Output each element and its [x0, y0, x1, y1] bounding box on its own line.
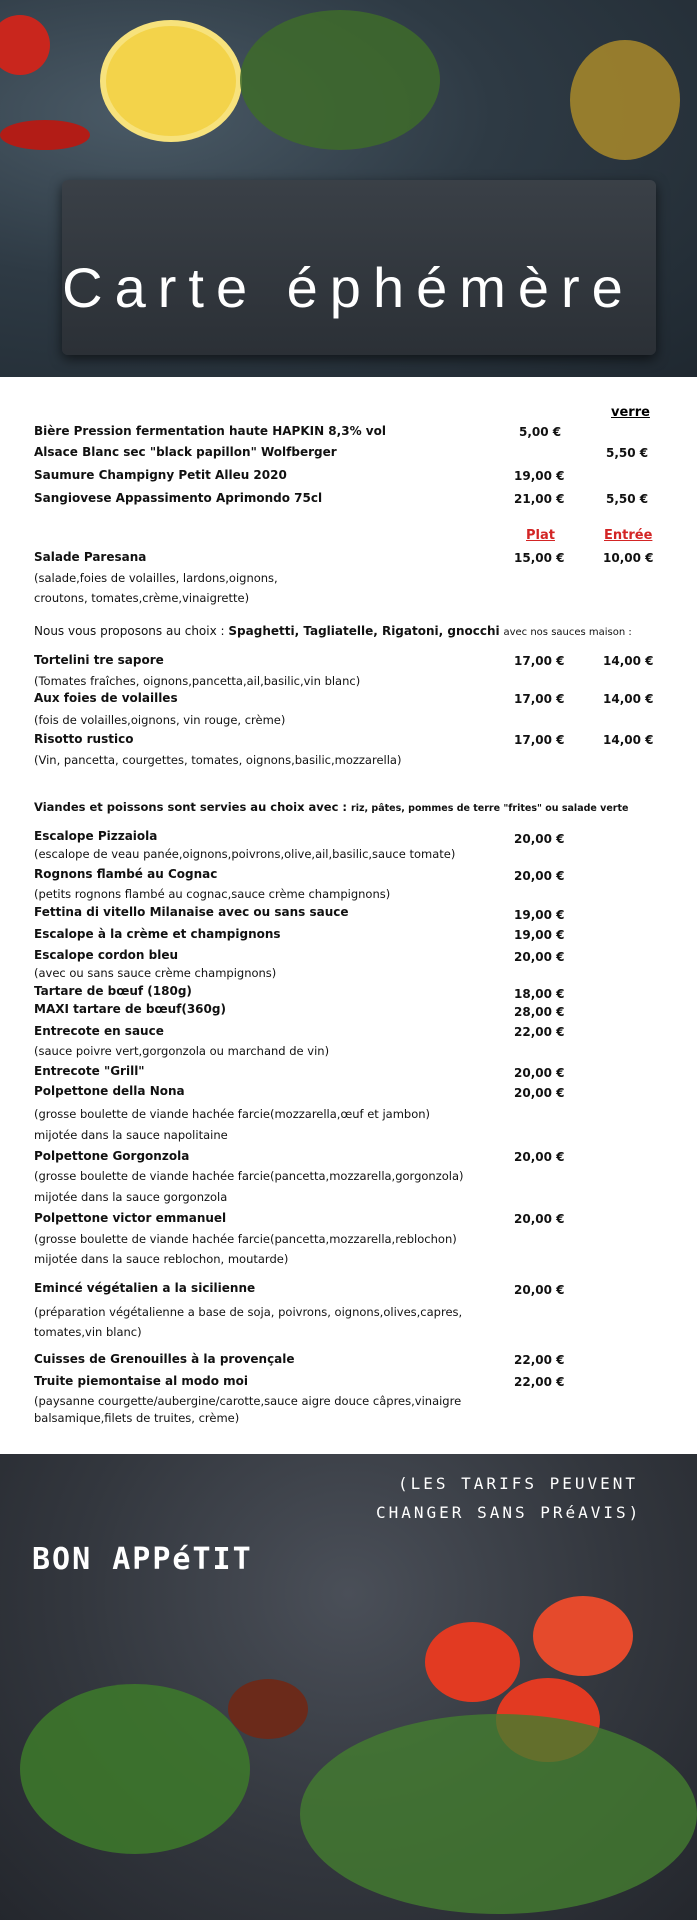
- main-price: 20,00 €: [514, 869, 565, 883]
- pasta-entree-price: 14,00 €: [603, 692, 654, 706]
- main-desc: (grosse boulette de viande hachée farcie(pancetta,mozzarella,reblochon): [34, 1232, 457, 1246]
- drink-name: Bière Pression fermentation haute HAPKIN 8,3% vol: [34, 424, 386, 438]
- main-name: Polpettone Gorgonzola: [34, 1149, 190, 1163]
- main-name: Escalope cordon bleu: [34, 948, 179, 962]
- main-price: 20,00 €: [514, 1086, 565, 1100]
- main-name: Truite piemontaise al modo moi: [34, 1374, 249, 1388]
- main-name: Polpettone victor emmanuel: [34, 1211, 227, 1225]
- pasta-choices: Spaghetti, Tagliatelle, Rigatoni, gnocchi: [228, 624, 500, 638]
- main-price: 22,00 €: [514, 1375, 565, 1389]
- main-name: Emincé végétalien a la sicilienne: [34, 1281, 256, 1295]
- tomato-decoration: [0, 15, 50, 75]
- footer-banner: [0, 1454, 697, 1920]
- main-price: 20,00 €: [514, 1283, 565, 1297]
- main-name: Entrecote en sauce: [34, 1024, 164, 1038]
- pasta-entree-price: 14,00 €: [603, 654, 654, 668]
- main-name: Escalope à la crème et champignons: [34, 927, 281, 941]
- salad-desc: croutons, tomates,crème,vinaigrette): [34, 591, 250, 605]
- star-anise-decoration: [228, 1679, 308, 1739]
- main-name: Tartare de bœuf (180g): [34, 984, 192, 998]
- menu-body: [0, 377, 697, 1454]
- pasta-name: Risotto rustico: [34, 732, 134, 746]
- main-desc: balsamique,filets de truites, crème): [34, 1411, 240, 1425]
- oil-bowl-decoration: [570, 40, 680, 160]
- drink-glass-price: 5,50 €: [606, 492, 649, 506]
- price-notice: CHANGER SANS PRéAVIS): [376, 1503, 642, 1522]
- main-price: 20,00 €: [514, 1066, 565, 1080]
- main-desc: (escalope de veau panée,oignons,poivrons,olive,ail,basilic,sauce tomate): [34, 847, 456, 861]
- main-price: 19,00 €: [514, 928, 565, 942]
- salad-name: Salade Paresana: [34, 550, 147, 564]
- tomato-decoration: [533, 1596, 633, 1676]
- drink-glass-price: 5,50 €: [606, 446, 649, 460]
- bon-appetit: BON APPéTIT: [32, 1542, 253, 1577]
- main-desc: mijotée dans la sauce reblochon, moutarde): [34, 1252, 289, 1266]
- price-notice: (LES TARIFS PEUVENT: [398, 1474, 639, 1493]
- pasta-plat-price: 17,00 €: [514, 654, 565, 668]
- chili-decoration: [0, 120, 90, 150]
- main-name: Cuisses de Grenouilles à la provençale: [34, 1352, 295, 1366]
- main-price: 20,00 €: [514, 950, 565, 964]
- page-title: Carte éphémère: [62, 256, 635, 319]
- pasta-desc: (Tomates fraîches, oignons,pancetta,ail,basilic,vin blanc): [34, 674, 361, 688]
- pasta-desc: (fois de volailles,oignons, vin rouge, crème): [34, 713, 286, 727]
- main-desc: (préparation végétalienne a base de soja, poivrons, oignons,olives,capres,: [34, 1305, 463, 1319]
- salad-entree-price: 10,00 €: [603, 551, 654, 565]
- main-name: Fettina di vitello Milanaise avec ou sans sauce: [34, 905, 349, 919]
- main-price: 18,00 €: [514, 987, 565, 1001]
- pasta-desc: (Vin, pancetta, courgettes, tomates, oignons,basilic,mozzarella): [34, 753, 402, 767]
- main-price: 22,00 €: [514, 1025, 565, 1039]
- main-desc: (grosse boulette de viande hachée farcie(mozzarella,œuf et jambon): [34, 1107, 431, 1121]
- glass-column-header: verre: [611, 405, 650, 420]
- drink-price: 19,00 €: [514, 469, 565, 483]
- pasta-plat-price: 17,00 €: [514, 692, 565, 706]
- main-desc: (avec ou sans sauce crème champignons): [34, 966, 277, 980]
- salad-plat-price: 15,00 €: [514, 551, 565, 565]
- main-price: 19,00 €: [514, 908, 565, 922]
- main-desc: mijotée dans la sauce napolitaine: [34, 1128, 228, 1142]
- herbs-decoration: [240, 10, 440, 150]
- pasta-plat-price: 17,00 €: [514, 733, 565, 747]
- main-price: 20,00 €: [514, 832, 565, 846]
- pasta-intro-lead: Nous vous proposons au choix :: [34, 624, 225, 638]
- main-name: Escalope Pizzaiola: [34, 829, 158, 843]
- salad-desc: (salade,foies de volailles, lardons,oignons,: [34, 571, 278, 585]
- pasta-name: Aux foies de volailles: [34, 691, 178, 705]
- drink-name: Alsace Blanc sec "black papillon" Wolfberger: [34, 445, 337, 459]
- mains-intro-lead: Viandes et poissons sont servies au choix avec :: [34, 800, 347, 814]
- drink-price: 21,00 €: [514, 492, 565, 506]
- herbs-decoration: [300, 1714, 697, 1914]
- herbs-decoration: [20, 1684, 250, 1854]
- main-desc: mijotée dans la sauce gorgonzola: [34, 1190, 228, 1204]
- header-banner: [0, 0, 697, 377]
- main-desc: (paysanne courgette/aubergine/carotte,sauce aigre douce câpres,vinaigre: [34, 1394, 462, 1408]
- main-name: Entrecote "Grill": [34, 1064, 145, 1078]
- drink-price: 5,00 €: [519, 425, 562, 439]
- main-name: MAXI tartare de bœuf(360g): [34, 1002, 226, 1016]
- pasta-entree-price: 14,00 €: [603, 733, 654, 747]
- drink-name: Sangiovese Appassimento Aprimondo 75cl: [34, 491, 323, 505]
- lemon-decoration: [100, 20, 242, 142]
- tomato-decoration: [425, 1622, 520, 1702]
- plat-column-header: Plat: [526, 528, 555, 543]
- main-price: 28,00 €: [514, 1005, 565, 1019]
- mains-intro-tail: riz, pâtes, pommes de terre "frites" ou salade verte: [351, 803, 629, 814]
- main-price: 20,00 €: [514, 1212, 565, 1226]
- drink-name: Saumure Champigny Petit Alleu 2020: [34, 468, 287, 482]
- main-desc: tomates,vin blanc): [34, 1325, 142, 1339]
- mains-intro: [34, 800, 628, 814]
- entree-column-header: Entrée: [604, 528, 653, 543]
- main-price: 22,00 €: [514, 1353, 565, 1367]
- main-name: Polpettone della Nona: [34, 1084, 185, 1098]
- main-desc: (sauce poivre vert,gorgonzola ou marchand de vin): [34, 1044, 330, 1058]
- main-name: Rognons flambé au Cognac: [34, 867, 218, 881]
- pasta-intro-tail: avec nos sauces maison :: [503, 627, 632, 638]
- main-price: 20,00 €: [514, 1150, 565, 1164]
- main-desc: (petits rognons flambé au cognac,sauce crème champignons): [34, 887, 391, 901]
- pasta-name: Tortelini tre sapore: [34, 653, 164, 667]
- main-desc: (grosse boulette de viande hachée farcie(pancetta,mozzarella,gorgonzola): [34, 1169, 464, 1183]
- pasta-intro: [34, 624, 632, 638]
